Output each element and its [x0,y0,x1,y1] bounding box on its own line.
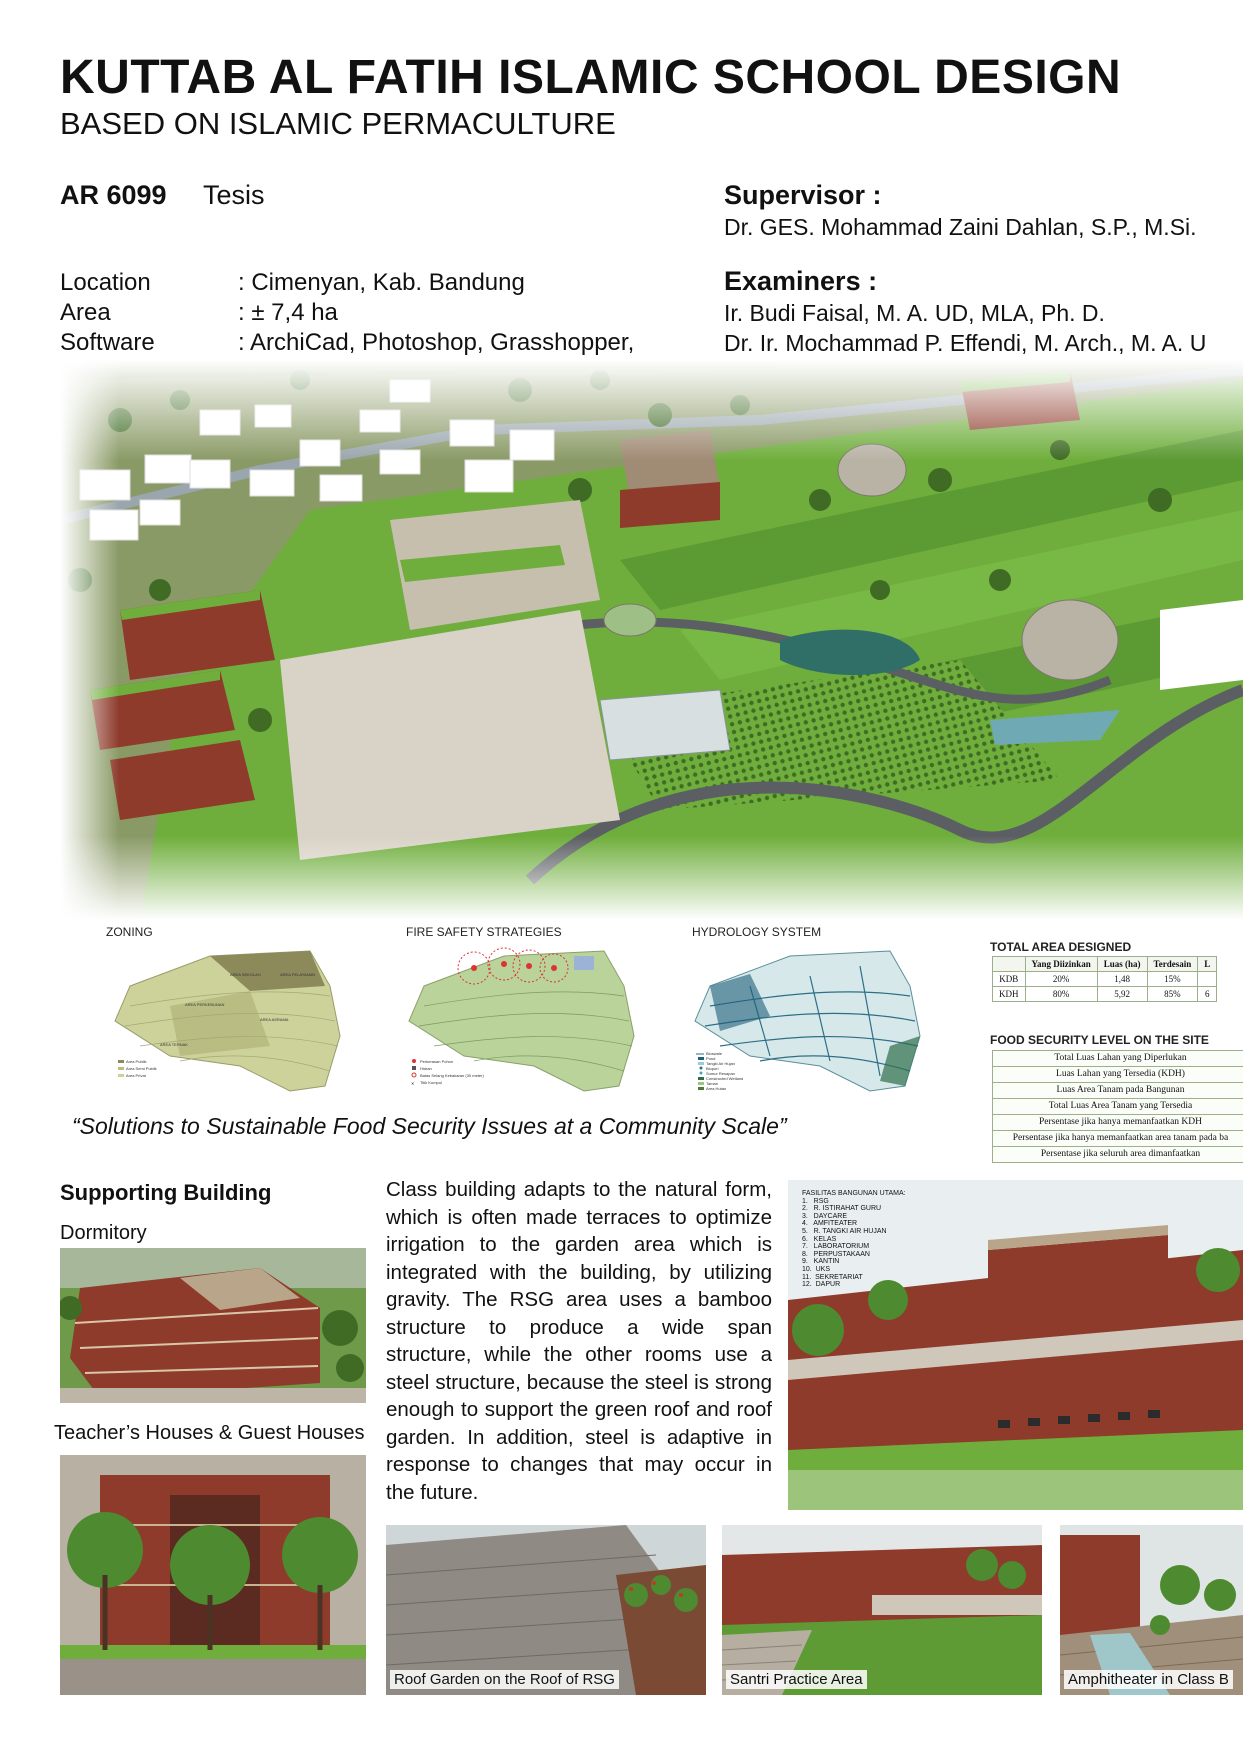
table-header [993,957,1026,972]
table-header: Luas (ha) [1097,957,1147,972]
facility-item: 12. DAPUR [802,1281,841,1289]
facility-item: 2. R. ISTIRAHAT GURU [802,1205,882,1213]
photo-santri-practice [722,1525,1042,1695]
zoning-label: AREA TERNAK [160,1042,188,1047]
food-security-row: Luas Lahan yang Tersedia (KDH) [992,1067,1243,1083]
map-caption-fire-safety: FIRE SAFETY STRATEGIES [406,925,562,939]
facility-item: 7. LABORATORIUM [802,1243,870,1251]
fire-legend-item: Titik Kumpul [420,1080,442,1085]
dormitory-render [60,1248,366,1403]
dormitory-label: Dormitory [60,1222,147,1244]
total-area-title: TOTAL AREA DESIGNED [990,940,1132,954]
table-header: L [1198,957,1217,972]
hydro-legend-item: Pond [706,1056,716,1061]
zoning-legend-item: Area Publik [126,1059,147,1064]
hydro-legend-item: Area Hutan [706,1086,727,1091]
table-cell: 1,48 [1097,972,1147,987]
food-security-row: Persentase jika seluruh area dimanfaatkan [992,1147,1243,1163]
photo-amphitheater [1060,1525,1243,1695]
teacher-houses-render [60,1455,366,1695]
masterplan-aerial-render [60,360,1243,920]
table-header: Terdesain [1147,957,1198,972]
table-row [993,972,1217,987]
zoning-legend-item: Area Semi Publik [126,1066,157,1071]
map-caption-hydrology: HYDROLOGY SYSTEM [692,925,822,939]
supervisor-name: Dr. GES. Mohammad Zaini Dahlan, S.P., M.Si. [724,214,1197,240]
fire-safety-map [404,946,644,1096]
table-cell: 15% [1147,972,1198,987]
info-label: Area [60,299,111,326]
table-header-row [993,957,1217,972]
total-area-table-wrap [992,956,1243,1002]
table-cell: 85% [1147,987,1198,1002]
facility-item: 3. DAYCARE [802,1212,847,1220]
table-cell: 6 [1198,987,1217,1002]
zoning-label: AREA PELAYANAN [280,972,316,977]
info-row-area [60,298,668,328]
muster-point-icon: ✕ [411,1081,415,1086]
facility-item: 6. KELAS [802,1235,837,1243]
fire-legend-item: Batas Selang Kebakaran (30 meter) [420,1073,484,1078]
zoning-label: AREA SEKOLAH [230,972,261,977]
facility-item: 5. R. TANGKI AIR HUJAN [802,1227,887,1235]
facility-item: 9. KANTIN [802,1258,840,1266]
table-cell: KDH [993,987,1026,1002]
food-security-table [992,1050,1243,1163]
food-security-row: Persentase jika hanya memanfaatkan area tanam pada ba [992,1131,1243,1147]
supporting-building-heading: Supporting Building [60,1180,272,1205]
facility-item: 4. AMFITEATER [802,1220,858,1228]
table-header: Yang Diizinkan [1025,957,1097,972]
fire-legend-item: Hidran [420,1066,432,1071]
facility-item: 8. PERPUSTAKAAN [802,1250,870,1258]
food-security-row: Total Luas Area Tanam yang Tersedia [992,1099,1243,1115]
facility-item: 1. RSG [802,1197,829,1205]
table-cell: 5,92 [1097,987,1147,1002]
hydro-legend-item: Taman [706,1081,719,1086]
info-row-software [60,328,668,358]
examiner-name: Dr. Ir. Mochammad P. Effendi, M. Arch., M. A. U [724,330,1207,356]
page-title: KUTTAB AL FATIH ISLAMIC SCHOOL DESIGN [60,51,1122,104]
facility-item: 10. UKS [802,1265,831,1273]
food-security-row: Total Luas Lahan yang Diperlukan [992,1050,1243,1067]
examiner-name: Ir. Budi Faisal, M. A. UD, MLA, Ph. D. [724,300,1105,326]
photo-roof-garden [386,1525,706,1695]
hydro-legend-item: Tangki Air Hujan [706,1061,735,1066]
facilities-title: FASILITAS BANGUNAN UTAMA: [802,1190,906,1197]
facilities-list [802,1190,906,1289]
info-row-location [60,268,668,298]
photo-label: Santri Practice Area [726,1670,867,1689]
hydro-legend-item: Constructed Wetland [706,1076,744,1081]
class-building-render [788,1180,1243,1510]
fire-legend-item: Perkerasan Pohon [420,1059,454,1064]
table-cell: KDB [993,972,1026,987]
page-subtitle: BASED ON ISLAMIC PERMACULTURE [60,106,616,141]
hydro-legend-item: Bioswale [706,1051,723,1056]
zoning-map [110,946,350,1096]
teacher-houses-label: Teacher’s Houses & Guest Houses [54,1422,365,1444]
photo-label: Roof Garden on the Roof of RSG [390,1670,619,1689]
food-security-title: FOOD SECURITY LEVEL ON THE SITE [990,1033,1209,1047]
food-security-row: Persentase jika hanya memanfaatkan KDH [992,1115,1243,1131]
zoning-legend-item: Area Privat [126,1073,146,1078]
course-code: AR 6099 [60,180,167,210]
tagline-quote: “Solutions to Sustainable Food Security Issues at a Community Scale” [72,1113,787,1139]
table-cell: 20% [1025,972,1097,987]
zoning-label: AREA PERKEBUNAN [185,1002,225,1007]
table-row [993,987,1217,1002]
info-value: : Cimenyan, Kab. Bandung [238,269,525,296]
info-value: : ArchiCad, Photoshop, Grasshopper, [238,329,635,356]
zoning-label: AREA ASRAMA [260,1017,289,1022]
total-area-table [992,956,1217,1002]
food-security-row: Luas Area Tanam pada Bangunan [992,1083,1243,1099]
info-label: Software [60,329,155,356]
hydro-legend-item: Sumur Resapan [706,1071,735,1076]
hydro-legend-item: Biopori [706,1066,719,1071]
info-label: Location [60,269,151,296]
examiners-heading: Examiners : [724,266,878,296]
map-caption-zoning: ZONING [106,925,153,939]
table-cell: 80% [1025,987,1097,1002]
hydrology-map [690,946,930,1096]
facility-item: 11. SEKRETARIAT [802,1273,863,1281]
class-building-description: Class building adapts to the natural form, which is often made terraces to optimize irrigation to the garden area which is integrated with the building, by utilizing gravity. The RSG area uses a bamboo structure to produce a wide span structure, while the other rooms use a steel structure, because the steel is strong enough to support the green roof and roof garden. In addition, steel is adaptive in response to changes that may occur in the future. [386,1178,772,1504]
course-type: Tesis [203,180,265,210]
info-value: : ± 7,4 ha [238,299,338,326]
supervisor-heading: Supervisor : [724,180,882,210]
table-cell [1198,972,1217,987]
photo-label: Amphitheater in Class B [1064,1670,1233,1689]
